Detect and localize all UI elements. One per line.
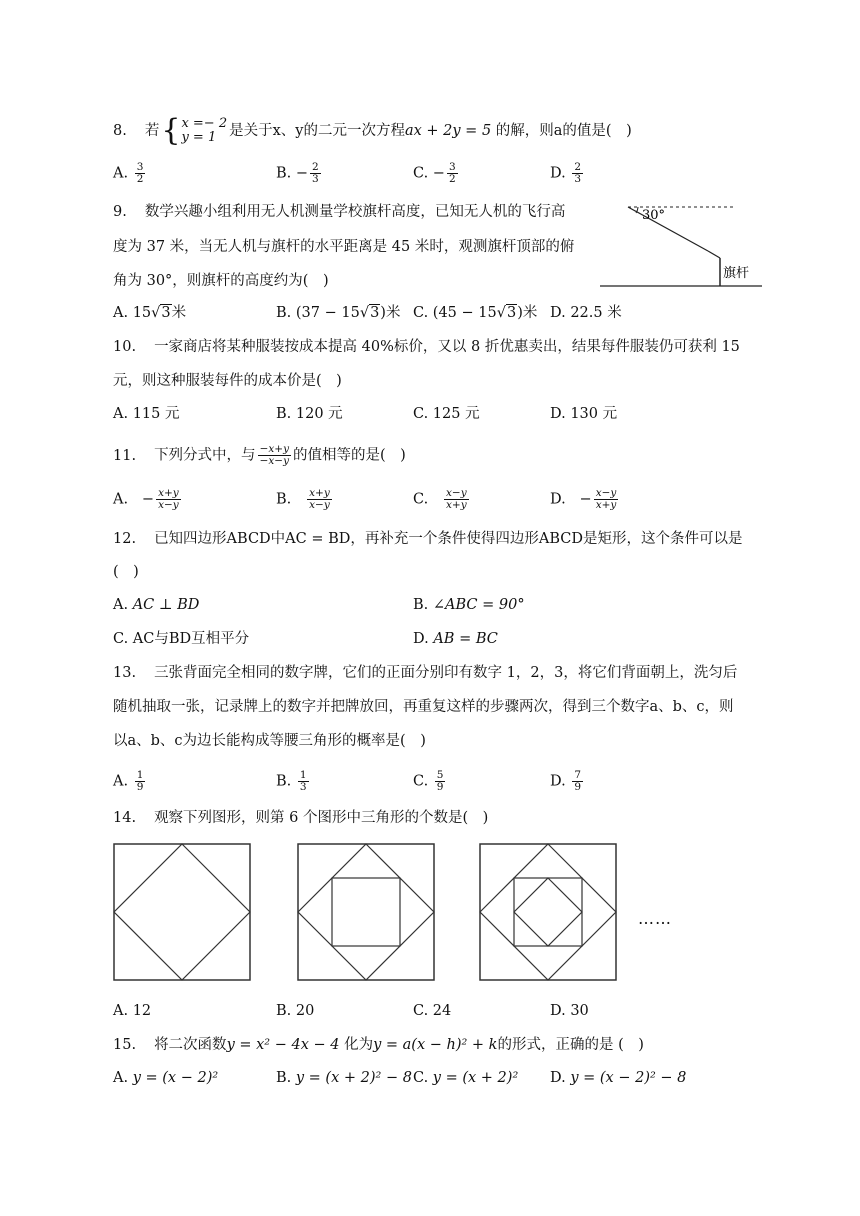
question-text: 的形式，正确的是 ( ) <box>497 1037 644 1053</box>
option-label: A. <box>113 305 129 321</box>
question-text: 若 <box>144 123 160 139</box>
question-12-line-2: ( ) <box>113 564 139 580</box>
option-text: 15 <box>132 305 152 321</box>
numerator: 5 <box>436 769 444 781</box>
fraction <box>447 162 458 185</box>
flagpole-label: 旗杆 <box>723 266 750 281</box>
question-number: 14. <box>113 810 137 826</box>
option-b[interactable] <box>413 595 525 615</box>
option-d[interactable] <box>550 404 617 424</box>
question-text: 已知四边形ABCD中AC = BD，再补充一个条件使得四边形ABCD是矩形，这个条件可以是 <box>154 531 743 547</box>
option-d[interactable] <box>550 488 620 511</box>
equation: ax + 2y = 5 <box>404 123 492 139</box>
question-number: 11. <box>113 447 137 464</box>
inner-square <box>514 878 582 946</box>
option-text: 30 <box>570 1003 589 1019</box>
option-label: B. <box>276 165 292 182</box>
option-b[interactable] <box>276 404 343 424</box>
question-11 <box>113 444 406 467</box>
radicand: 3 <box>161 305 171 321</box>
option-label: B. <box>276 305 292 321</box>
option-label: D. <box>550 1070 566 1086</box>
option-label: A. <box>113 406 129 422</box>
numerator: x−y <box>446 487 467 499</box>
option-text: 12 <box>132 1003 152 1019</box>
question-8 <box>113 113 632 148</box>
outer-square <box>298 844 434 980</box>
sight-line-end <box>708 251 720 258</box>
option-text: AC ⊥ BD <box>132 597 200 613</box>
inner-square <box>332 878 400 946</box>
option-label: C. <box>413 491 429 508</box>
denominator: x+y <box>446 499 467 511</box>
outer-square <box>480 844 616 980</box>
denominator: 2 <box>448 173 456 185</box>
option-b[interactable]: B. (37 − 15√3)米 <box>276 305 401 321</box>
option-label: D. <box>550 1003 566 1019</box>
question-15 <box>113 1035 644 1055</box>
radicand: 3 <box>506 305 517 321</box>
fraction <box>258 444 291 467</box>
question-10-line-2: 元，则这种服装每件的成本价是( ) <box>113 373 342 389</box>
numerator: x+y <box>158 487 179 499</box>
question-number: 9. <box>113 204 127 220</box>
option-b[interactable] <box>276 1068 412 1088</box>
question-number: 10. <box>113 339 137 355</box>
option-text: AC与BD互相平分 <box>132 631 250 647</box>
question-13-line-3: 以a、b、c为边长能构成等腰三角形的概率是( ) <box>113 733 426 749</box>
question-9-line-3: 角为 30°，则旗杆的高度约为( ) <box>113 273 329 289</box>
sight-line <box>628 207 708 251</box>
question-text: 化为 <box>339 1037 374 1053</box>
option-label: B. <box>276 1003 292 1019</box>
option-a[interactable] <box>113 162 147 185</box>
option-a[interactable] <box>113 1001 151 1021</box>
fraction <box>310 162 321 185</box>
option-text: 米 <box>171 305 187 321</box>
numerator: 2 <box>574 161 582 173</box>
question-text: 下列分式中，与 <box>154 447 256 464</box>
option-label: B. <box>276 1070 292 1086</box>
option-d[interactable] <box>550 303 622 323</box>
option-c[interactable] <box>413 162 460 185</box>
denominator: x−y <box>158 499 179 511</box>
denominator: −x−y <box>259 455 290 467</box>
numerator: x+y <box>309 487 330 499</box>
option-text: 120 元 <box>295 406 343 422</box>
numerator: 3 <box>136 161 144 173</box>
option-label: C. <box>413 305 429 321</box>
option-d[interactable] <box>550 162 585 185</box>
option-label: A. <box>113 1070 129 1086</box>
question-text: 的解，则a的值是( ) <box>491 123 632 139</box>
option-c[interactable] <box>413 488 471 511</box>
option-label: C. <box>413 1003 429 1019</box>
option-text: 115 元 <box>132 406 180 422</box>
option-text: )米 <box>517 305 538 321</box>
option-b[interactable] <box>276 770 311 793</box>
sign: − <box>141 491 155 508</box>
question-number: 13. <box>113 665 137 681</box>
question-text: 一家商店将某种服装按成本提高 40%标价，又以 8 折优惠卖出，结果每件服装仍可获利 15 <box>154 339 740 355</box>
question-text: 数学兴趣小组利用无人机测量学校旗杆高度，已知无人机的飞行高 <box>144 204 566 220</box>
option-d[interactable] <box>413 629 498 649</box>
option-a[interactable] <box>113 488 183 511</box>
option-label: B. <box>413 597 429 613</box>
inner-diamond <box>514 878 582 946</box>
option-b[interactable] <box>276 1001 314 1021</box>
diamond <box>480 844 616 980</box>
question-9 <box>113 202 565 222</box>
option-label: D. <box>550 406 566 422</box>
option-c[interactable]: C. (45 − 15√3)米 <box>413 305 538 321</box>
question-13-line-2: 随机抽取一张，记录牌上的数字并把牌放回，再重复这样的步骤两次，得到三个数字a、b、c，则 <box>113 699 734 715</box>
option-a[interactable] <box>113 404 180 424</box>
option-label: D. <box>550 491 566 508</box>
option-a[interactable] <box>113 770 147 793</box>
option-label: C. <box>413 1070 429 1086</box>
fraction <box>298 770 309 793</box>
question-number: 15. <box>113 1037 137 1053</box>
option-label: D. <box>550 773 566 790</box>
fraction <box>135 162 146 185</box>
function-expression: y = x² − 4x − 4 <box>226 1037 340 1053</box>
option-text: 125 元 <box>432 406 480 422</box>
pattern-figure-2 <box>296 842 438 982</box>
option-d[interactable] <box>550 770 585 793</box>
numerator: 3 <box>448 161 456 173</box>
question-number: 8. <box>113 123 127 139</box>
option-label: B. <box>276 406 292 422</box>
option-text: (37 − 15 <box>295 305 360 321</box>
question-text: 将二次函数 <box>154 1037 227 1053</box>
diamond <box>114 844 250 980</box>
fraction <box>435 770 446 793</box>
option-d[interactable] <box>550 1001 589 1021</box>
numerator: 1 <box>299 769 307 781</box>
denominator: 3 <box>574 173 582 185</box>
option-c[interactable] <box>113 629 249 649</box>
option-text: y = (x + 2)² <box>432 1070 519 1086</box>
option-label: C. <box>413 406 429 422</box>
question-13 <box>113 663 737 683</box>
option-label: D. <box>413 631 429 647</box>
outer-square <box>114 844 250 980</box>
radicand: 3 <box>370 305 380 321</box>
option-label: A. <box>113 773 129 790</box>
option-c[interactable] <box>413 770 447 793</box>
option-label: A. <box>113 597 129 613</box>
fraction <box>572 162 583 185</box>
option-text: ∠ABC = 90° <box>432 597 525 613</box>
option-a[interactable]: A. 15√3米 <box>113 305 187 321</box>
question-12 <box>113 529 743 549</box>
option-label: B. <box>276 491 292 508</box>
question-14 <box>113 808 488 828</box>
option-c[interactable] <box>413 1068 518 1088</box>
option-text: AB = BC <box>433 631 498 647</box>
question-9-line-2: 度为 37 米，当无人机与旗杆的水平距离是 45 米时，观测旗杆顶部的俯 <box>113 239 575 255</box>
question-text: 的值相等的是( ) <box>293 447 406 464</box>
option-text: y = (x − 2)² − 8 <box>570 1070 687 1086</box>
numerator: −x+y <box>259 443 290 455</box>
option-d[interactable] <box>550 1068 686 1088</box>
numerator: 1 <box>136 769 144 781</box>
denominator: 2 <box>136 173 144 185</box>
option-label: D. <box>550 305 566 321</box>
option-label: D. <box>550 165 566 182</box>
option-c[interactable] <box>413 404 480 424</box>
option-b[interactable] <box>276 162 323 185</box>
option-label: C. <box>413 165 429 182</box>
option-label: A. <box>113 491 129 508</box>
fraction <box>135 770 146 793</box>
option-text: 130 元 <box>570 406 618 422</box>
question-text: 三张背面完全相同的数字牌，它们的正面分别印有数字 1，2，3，将它们背面朝上，洗匀后 <box>154 665 738 681</box>
angle-label: 30° <box>642 208 666 223</box>
option-text: y = (x − 2)² <box>132 1070 219 1086</box>
option-text: )米 <box>380 305 401 321</box>
option-text: (45 − 15 <box>432 305 497 321</box>
option-text: 20 <box>295 1003 315 1019</box>
flagpole-figure <box>600 196 766 292</box>
denominator: 9 <box>136 781 144 793</box>
option-a[interactable] <box>113 595 199 615</box>
option-text: y = (x + 2)² − 8 <box>295 1070 412 1086</box>
denominator: x−y <box>309 499 330 511</box>
question-number: 12. <box>113 531 137 547</box>
denominator: 9 <box>574 781 582 793</box>
ellipsis: …… <box>638 909 672 928</box>
numerator: 2 <box>312 161 319 173</box>
system-eq-2: y = 1 <box>181 130 217 145</box>
option-a[interactable] <box>113 1068 218 1088</box>
vertex-form-expression: y = a(x − h)² + k <box>373 1037 498 1053</box>
question-10 <box>113 337 740 357</box>
sign: − <box>579 491 592 508</box>
fraction <box>444 488 469 511</box>
option-c[interactable] <box>413 1001 451 1021</box>
pattern-figure-3 <box>478 842 620 982</box>
option-label: C. <box>113 631 129 647</box>
fraction <box>594 488 619 511</box>
question-text: 观察下列图形，则第 6 个图形中三角形的个数是( ) <box>154 810 489 826</box>
numerator: 7 <box>574 769 582 781</box>
fraction <box>307 488 332 511</box>
denominator: x+y <box>595 499 617 511</box>
sign: − <box>432 165 445 182</box>
pattern-figure-1 <box>112 842 254 982</box>
denominator: 3 <box>299 781 307 793</box>
option-label: C. <box>413 773 429 790</box>
numerator: x−y <box>595 487 617 499</box>
sign: − <box>295 165 309 182</box>
equation-system: { x =− 2 y = 1 <box>161 113 228 148</box>
denominator: 9 <box>436 781 444 793</box>
denominator: 3 <box>312 173 319 185</box>
fraction <box>572 770 583 793</box>
diamond <box>298 844 434 980</box>
fraction <box>156 488 181 511</box>
option-text: 24 <box>432 1003 452 1019</box>
option-label: A. <box>113 1003 129 1019</box>
option-label: B. <box>276 773 292 790</box>
option-text: 22.5 米 <box>570 305 622 321</box>
option-b[interactable] <box>276 488 334 511</box>
option-label: A. <box>113 165 129 182</box>
system-eq-1: x =− 2 <box>181 116 228 131</box>
question-text: 是关于x、y的二元一次方程 <box>229 123 405 139</box>
